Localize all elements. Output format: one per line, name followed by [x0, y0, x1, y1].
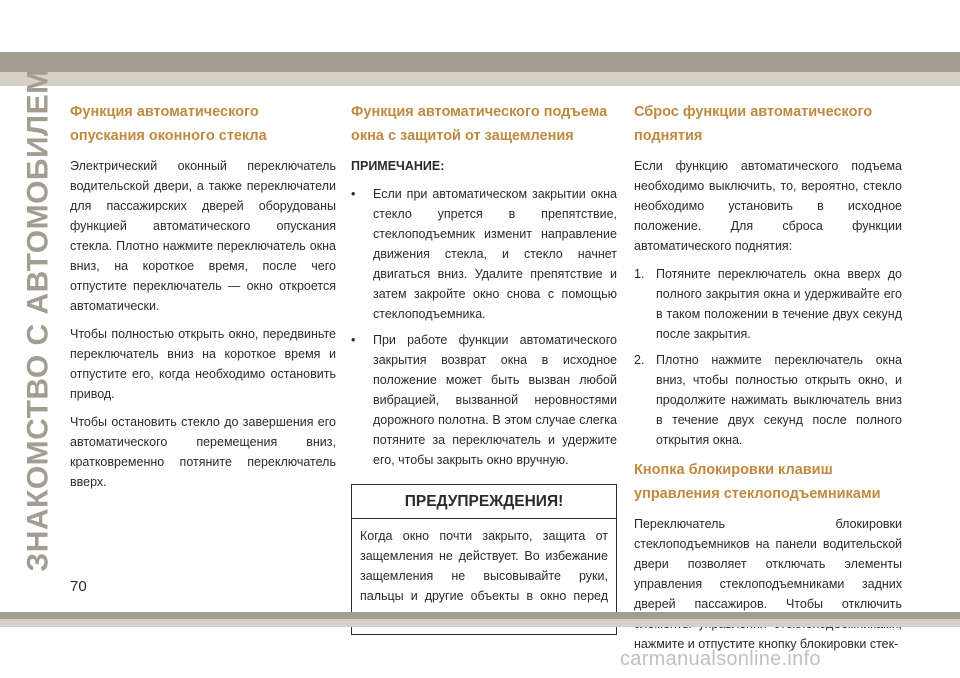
- paragraph: Переключатель блокировки стеклоподъемников на панели водительской двери позволяет отключать элементы управления стеклоподъемниками задних дверей пассажиров. Чтобы отключить нажмите и отпустите кнопку блокировки стек-: [634, 517, 902, 651]
- paragraph: Электрический оконный переключатель водительской двери, а также переключатели для пассажирских дверей оборудованы функцией автоматического опускания стекла. Плотно нажмите переключатель окна вниз, на короткое время, после чего отпустите переключатель — окно откроется автоматически.: [70, 159, 336, 313]
- warning-title: ПРЕДУПРЕЖДЕНИЯ!: [352, 485, 616, 519]
- footer-band: [0, 612, 960, 619]
- step-number: 1.: [634, 267, 645, 281]
- warning-text: Когда окно почти закрыто, защита от защемления не действует. Во избежание защемления не высовывайте руки, пальцы и другие объекты в окно перед: [360, 529, 608, 603]
- bullet-icon: •: [351, 333, 356, 347]
- bullet-icon: •: [351, 187, 356, 201]
- column-3: [634, 100, 902, 662]
- note-list: [351, 184, 617, 470]
- heading-lock-button: Кнопка блокировки клавиш управления стеклоподъемниками: [634, 462, 881, 502]
- section-side-title: [18, 68, 60, 572]
- steps-list: [634, 264, 902, 450]
- paragraph: Если функцию автоматического подъема необходимо выключить, то, вероятно, стекло необходимо установить в исходное положение. Для сброса функции автоматического поднятия:: [634, 159, 902, 253]
- list-item: [351, 184, 617, 324]
- note-label: ПРИМЕЧАНИЕ:: [351, 159, 445, 173]
- footer-band-light: [0, 619, 960, 627]
- heading-auto-down: Функция автоматического опускания оконного стекла: [70, 104, 267, 144]
- list-item: [351, 330, 617, 470]
- paragraph: Чтобы полностью открыть окно, передвиньте переключатель вниз на короткое время и отпустите его, когда необходимо остановить привод.: [70, 327, 336, 401]
- paragraph: Чтобы остановить стекло до завершения его автоматического перемещения вниз, кратковременно потяните переключатель вверх.: [70, 415, 336, 489]
- step-number: 2.: [634, 353, 645, 367]
- list-item: [634, 264, 902, 344]
- side-title-text: ЗНАКОМСТВО С АВТОМОБИЛЕМ: [22, 68, 56, 572]
- header-band: [0, 52, 960, 72]
- list-item-text: При работе функции автоматического закрытия возврат окна в исходное положение может быть вызван любой вибрацией, вызванной неровностями дорожного полотна. В этом случае слегка потяните за переключатель и удержите его, чтобы закрыть окно вручную.: [373, 333, 617, 467]
- column-2: [351, 100, 617, 635]
- page-number: 70: [70, 578, 87, 595]
- step-text: Потяните переключатель окна вверх до полного закрытия окна и удерживайте его в таком положении в течение двух секунд после закрытия.: [656, 267, 902, 341]
- list-item-text: Если при автоматическом закрытии окна стекло упрется в препятствие, стеклоподъемник изменит направление движения стекла, и стекло начнет двигаться вниз. Удалите препятствие и затем закройте окно снова с помощью стеклоподъемника.: [373, 187, 617, 321]
- column-1: [70, 100, 336, 500]
- heading-reset: Сброс функции автоматического поднятия: [634, 104, 873, 144]
- watermark: carmanualsonline.info: [620, 648, 821, 670]
- step-text: Плотно нажмите переключатель окна вниз, чтобы полностью открыть окно, и продолжите нажимать выключатель вниз в течение двух секунд после полного открытия окна.: [656, 353, 902, 447]
- header-band-light: [0, 72, 960, 86]
- list-item: [634, 350, 902, 450]
- heading-auto-up-pinch: Функция автоматического подъема окна с защитой от защемления: [351, 104, 608, 144]
